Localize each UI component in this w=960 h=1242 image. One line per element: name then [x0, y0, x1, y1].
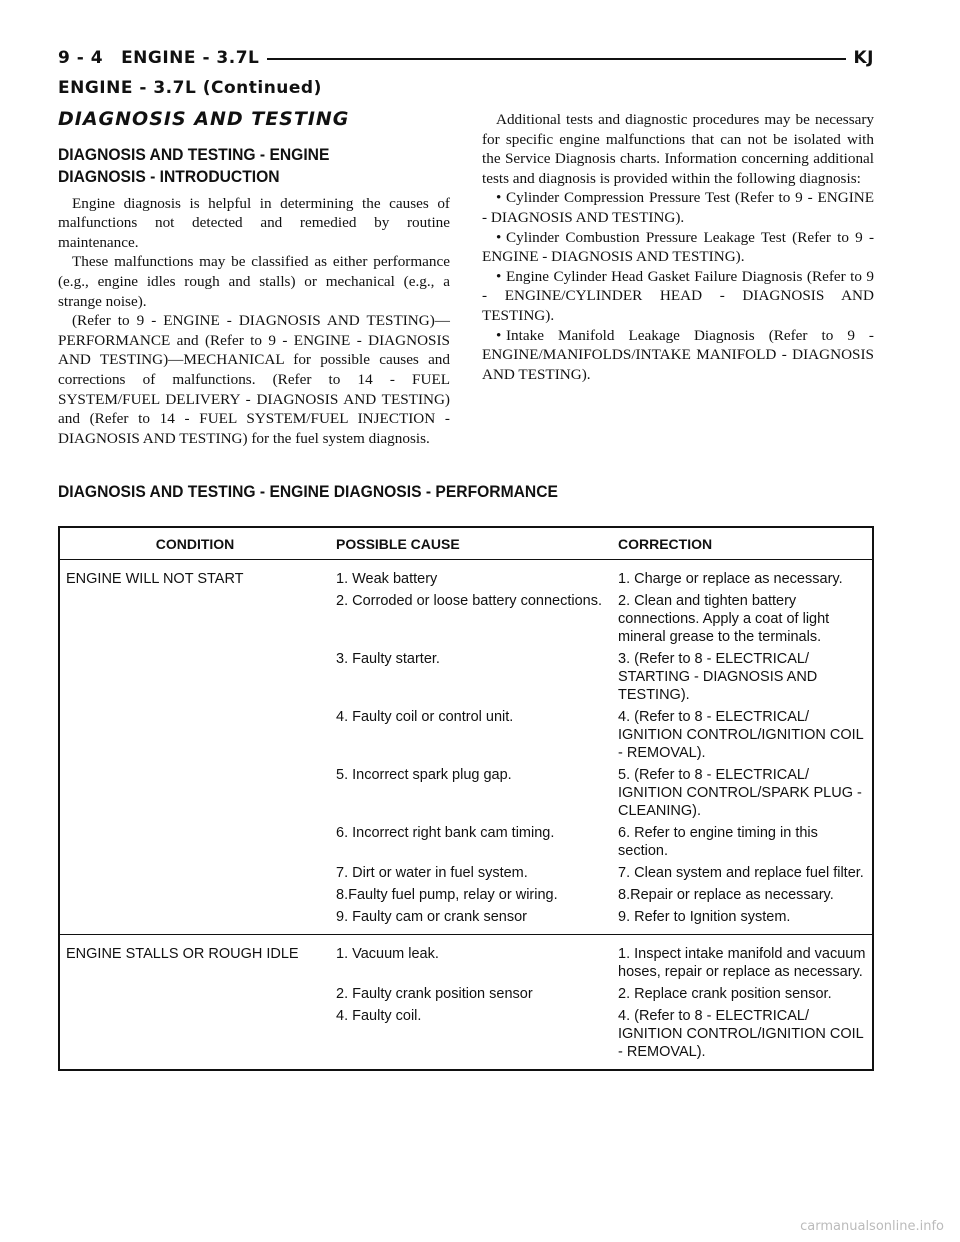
- page-number: 9 - 4: [58, 48, 104, 68]
- bullet-icon: •: [496, 326, 502, 344]
- header-condition: CONDITION: [59, 527, 330, 560]
- bullet-item: • Engine Cylinder Head Gasket Failure Diagnosis (Refer to 9 - ENGINE/CYLINDER HEAD - DIAGNOSIS AND TESTING).: [482, 267, 874, 324]
- condition-cell: ENGINE STALLS OR ROUGH IDLE: [59, 935, 330, 986]
- cause-cell: 6. Incorrect right bank cam timing.: [336, 825, 555, 841]
- cause-cell: 3. Faulty starter.: [336, 651, 440, 667]
- sub-heading-line-1: DIAGNOSIS AND TESTING - ENGINE: [58, 144, 330, 164]
- correction-cell: 9. Refer to Ignition system.: [618, 909, 791, 925]
- table-row: [59, 592, 873, 650]
- table-row: [59, 985, 873, 1007]
- correction-cell: 2. Clean and tighten battery connections. Apply a coat of light mineral grease to the terminals.: [618, 593, 830, 645]
- condition-cell: ENGINE WILL NOT START: [66, 571, 244, 587]
- left-column: [58, 110, 450, 448]
- classification-paragraph: These malfunctions may be classified as either performance (e.g., engine idles rough and stalls) or mechanical (e.g., a strange noise).: [58, 253, 450, 310]
- table-row: [59, 766, 873, 824]
- performance-diagnosis-table: [58, 526, 874, 1071]
- additional-tests-paragraph: Additional tests and diagnostic procedures may be necessary for specific engine malfunctions that can not be isolated with the Service Diagnosis charts. Information concerning additional tests and diagnosis is provided within the following diagnosis:: [482, 111, 874, 187]
- table-row: [59, 864, 873, 886]
- correction-cell: 1. Inspect intake manifold and vacuum hoses, repair or replace as necessary.: [612, 935, 873, 986]
- cause-cell: 2. Corroded or loose battery connections.: [336, 593, 602, 609]
- reference-paragraph: (Refer to 9 - ENGINE - DIAGNOSIS AND TESTING)—PERFORMANCE and (Refer to 9 - ENGINE - DIAGNOSIS AND TESTING)—MECHANICAL for possible causes and corrections of malfunctions. (Refer to 14 - FUEL SYSTEM/FUEL DELIVERY - DIAGNOSIS AND TESTING) and (Refer to 14 - FUEL SYSTEM/FUEL INJECTION - DIAGNOSIS AND TESTING) for the fuel system diagnosis.: [58, 312, 450, 447]
- right-column: [482, 110, 874, 384]
- running-header: [58, 46, 874, 70]
- model-code: KJ: [846, 48, 875, 68]
- correction-cell: 1. Charge or replace as necessary.: [618, 571, 843, 587]
- table-row: [59, 560, 873, 593]
- correction-cell: 2. Replace crank position sensor.: [618, 986, 832, 1002]
- header-possible-cause: POSSIBLE CAUSE: [330, 527, 612, 560]
- cause-cell: 4. Faulty coil or control unit.: [336, 709, 514, 725]
- sub-heading-line-2: DIAGNOSIS - INTRODUCTION: [58, 166, 280, 186]
- correction-cell: 7. Clean system and replace fuel filter.: [618, 865, 864, 881]
- section-title: ENGINE - 3.7L: [121, 48, 260, 68]
- main-heading: DIAGNOSIS AND TESTING: [58, 108, 350, 130]
- table-row: [59, 886, 873, 908]
- header-left: [58, 48, 267, 68]
- bullet-icon: •: [496, 267, 502, 285]
- continued-heading: ENGINE - 3.7L (Continued): [58, 78, 322, 98]
- site-watermark: carmanualsonline.info: [800, 1219, 944, 1234]
- cause-cell: 7. Dirt or water in fuel system.: [336, 865, 528, 881]
- correction-cell: 6. Refer to engine timing in this section.: [618, 825, 818, 859]
- table-row: [59, 824, 873, 864]
- table-row: [59, 650, 873, 708]
- cause-cell: 5. Incorrect spark plug gap.: [336, 767, 512, 783]
- correction-cell: 4. (Refer to 8 - ELECTRICAL/ IGNITION CONTROL/IGNITION COIL - REMOVAL).: [618, 1008, 864, 1060]
- bullet-icon: •: [496, 189, 502, 207]
- table-header-row: [59, 527, 873, 560]
- bullet-item: • Intake Manifold Leakage Diagnosis (Refer to 9 - ENGINE/MANIFOLDS/INTAKE MANIFOLD - DIAGNOSIS AND TESTING).: [482, 326, 874, 383]
- table-row: [59, 708, 873, 766]
- cause-cell: 1. Weak battery: [336, 571, 438, 587]
- table-row: [59, 1007, 873, 1070]
- table-title: DIAGNOSIS AND TESTING - ENGINE DIAGNOSIS - PERFORMANCE: [58, 482, 558, 501]
- correction-cell: 5. (Refer to 8 - ELECTRICAL/ IGNITION CONTROL/SPARK PLUG - CLEANING).: [618, 767, 862, 819]
- table-row: [59, 908, 873, 935]
- cause-cell: 4. Faulty coil.: [336, 1008, 422, 1024]
- cause-cell: 9. Faulty cam or crank sensor: [336, 909, 527, 925]
- intro-paragraph: Engine diagnosis is helpful in determining the causes of malfunctions not detected and remedied by routine maintenance.: [58, 194, 450, 251]
- cause-cell: 2. Faulty crank position sensor: [336, 986, 533, 1002]
- table-row: [59, 935, 873, 986]
- bullet-item: • Cylinder Compression Pressure Test (Refer to 9 - ENGINE - DIAGNOSIS AND TESTING).: [482, 189, 874, 226]
- correction-cell: 3. (Refer to 8 - ELECTRICAL/ STARTING - DIAGNOSIS AND TESTING).: [618, 651, 818, 703]
- cause-cell: 1. Vacuum leak.: [330, 935, 612, 986]
- correction-cell: 4. (Refer to 8 - ELECTRICAL/ IGNITION CONTROL/IGNITION COIL - REMOVAL).: [618, 709, 864, 761]
- bullet-item: • Cylinder Combustion Pressure Leakage Test (Refer to 9 - ENGINE - DIAGNOSIS AND TESTING).: [482, 228, 874, 266]
- header-correction: CORRECTION: [612, 527, 873, 560]
- cause-cell: 8.Faulty fuel pump, relay or wiring.: [336, 887, 558, 903]
- sub-heading: [58, 144, 455, 188]
- correction-cell: 8.Repair or replace as necessary.: [618, 887, 834, 903]
- bullet-icon: •: [496, 228, 502, 246]
